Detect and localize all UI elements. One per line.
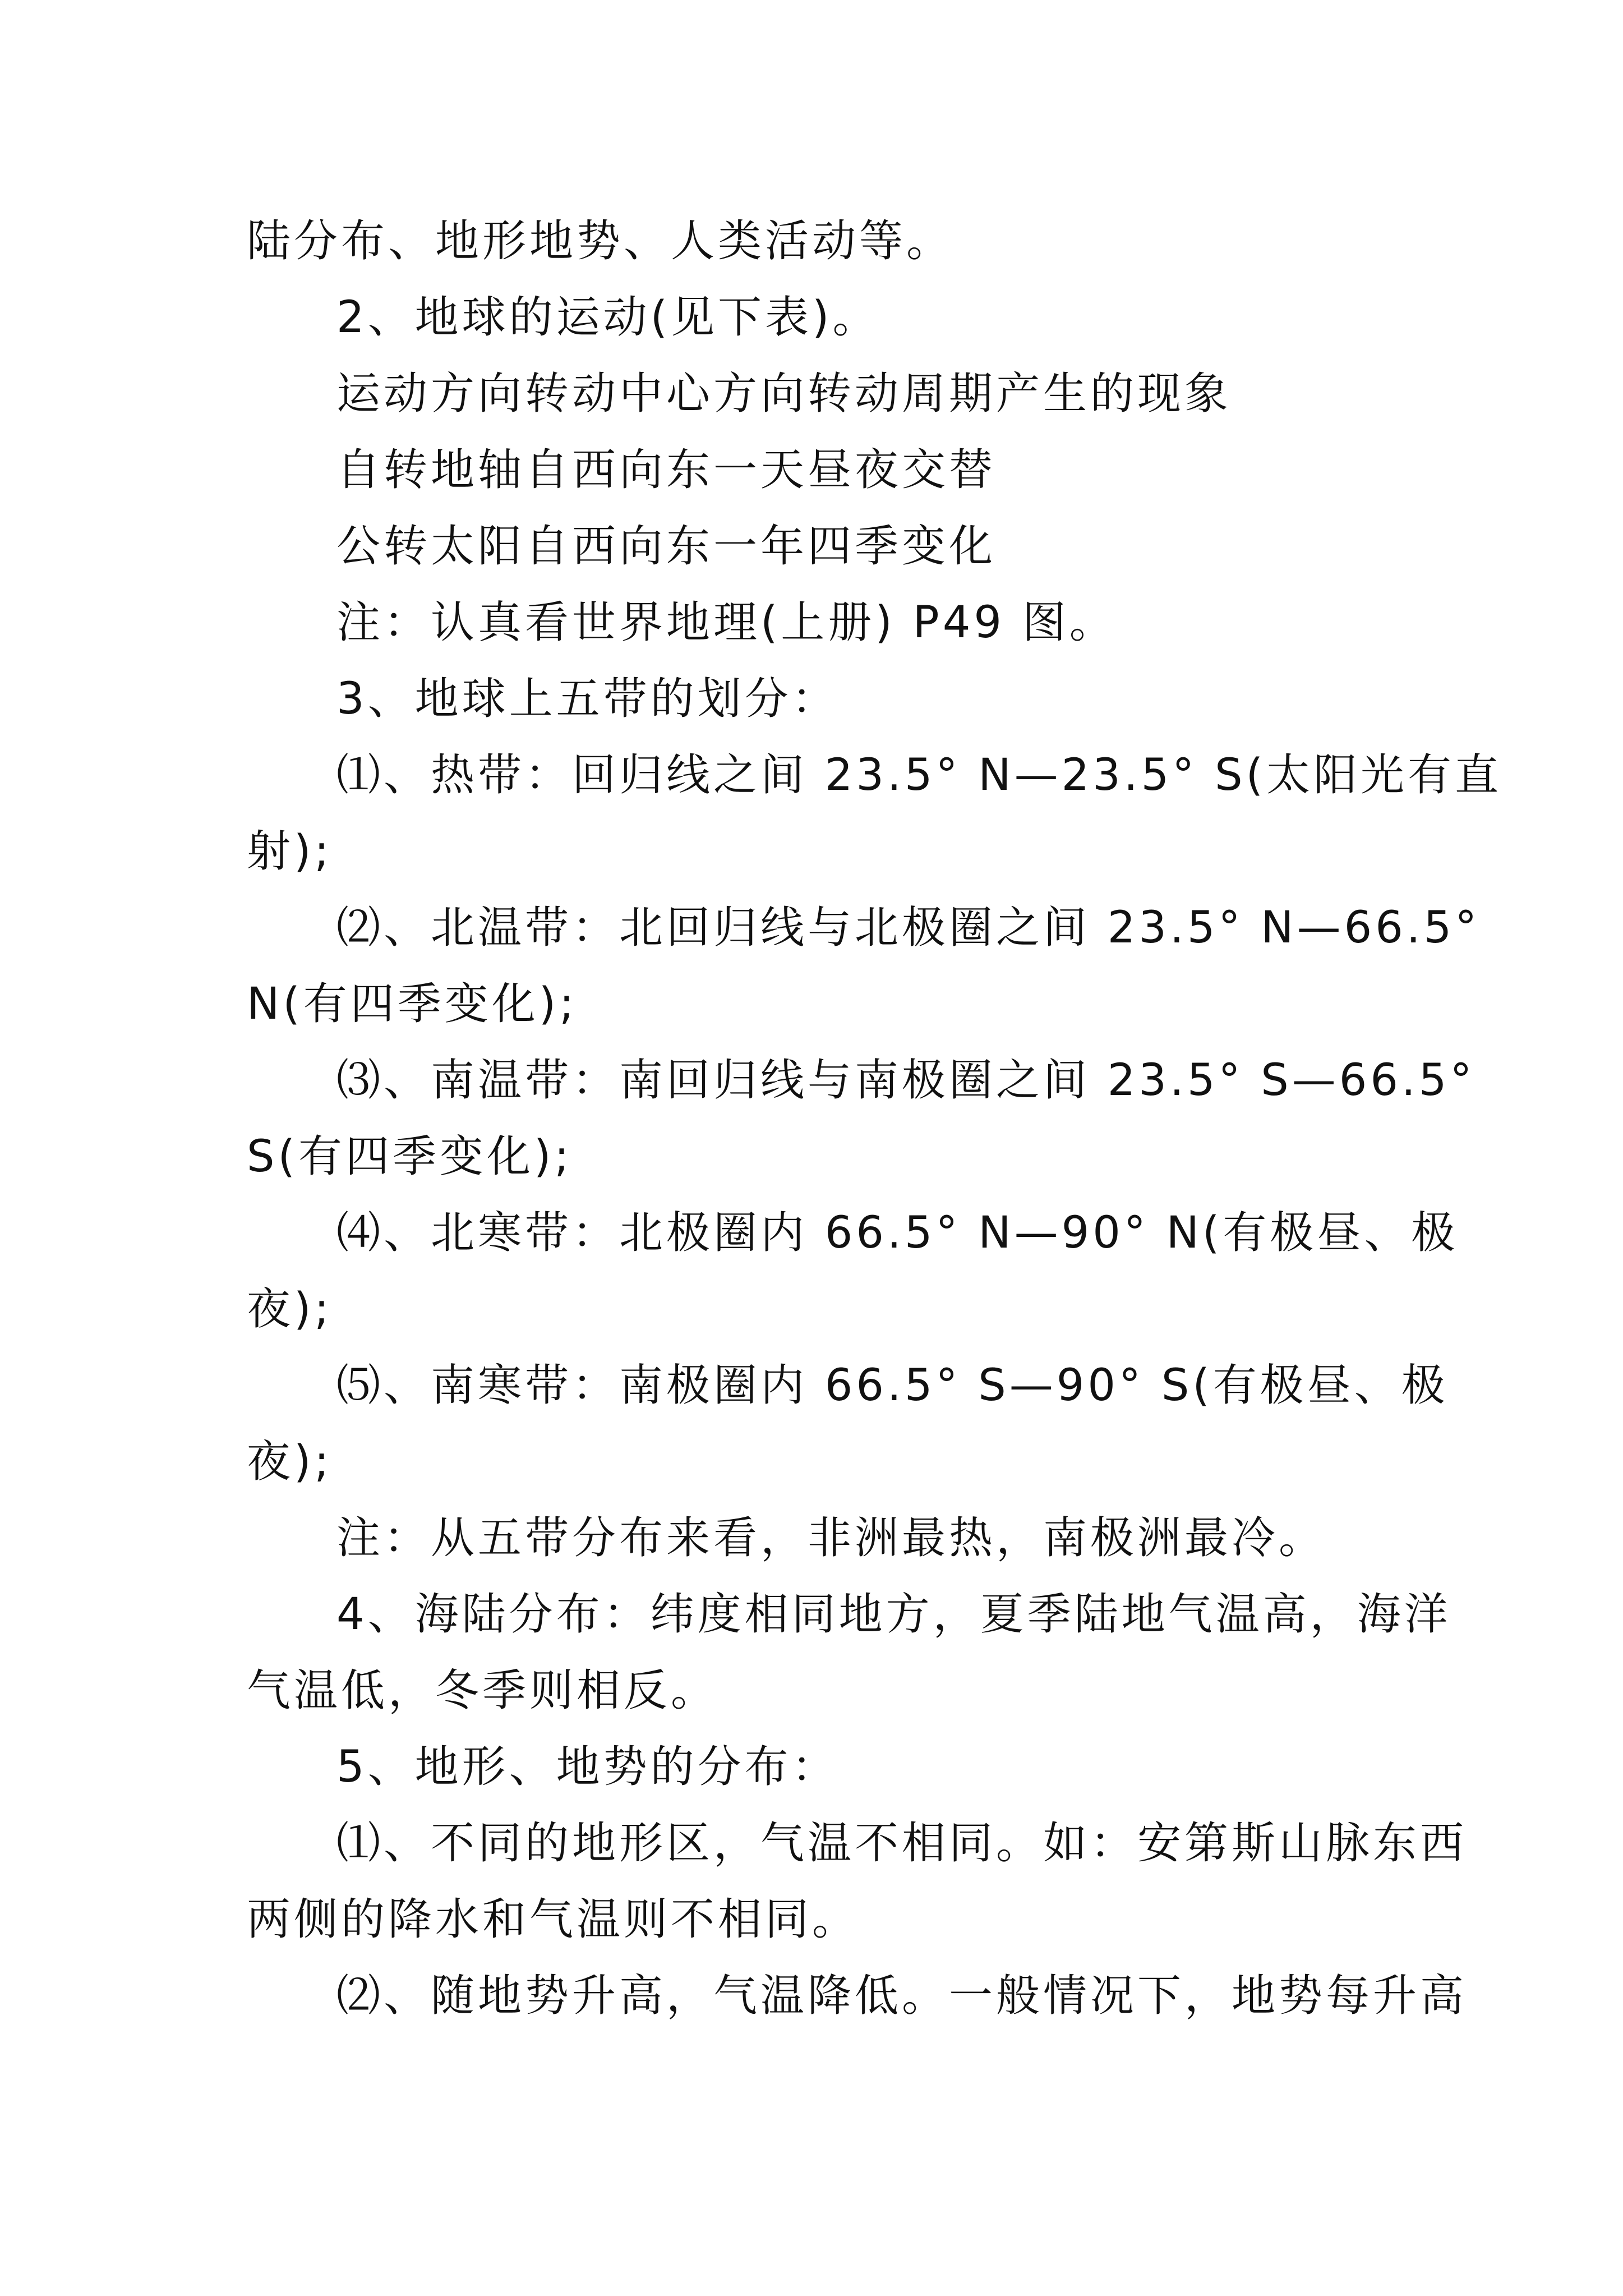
section-heading: 4、海陆分布：纬度相同地方，夏季陆地气温高，海洋 xyxy=(336,1589,1451,1640)
text-line: 夜); xyxy=(247,1437,333,1487)
list-item: ⑶、南温带：南回归线与南极圈之间 23.5° S—66.5° xyxy=(336,1055,1476,1106)
note-line: 注：从五带分布来看，非洲最热，南极洲最冷。 xyxy=(336,1513,1326,1563)
list-item: ⑴、热带：回归线之间 23.5° N—23.5° S(太阳光有直 xyxy=(336,750,1502,800)
note-line: 注：认真看世界地理(上册) P49 图。 xyxy=(336,597,1117,648)
table-row: 自转地轴自西向东一天昼夜交替 xyxy=(336,445,997,495)
text-line: 射); xyxy=(247,826,333,877)
text-line: N(有四季变化); xyxy=(247,979,578,1029)
text-line: 两侧的降水和气温则不相同。 xyxy=(247,1894,860,1945)
section-heading: 3、地球上五带的划分： xyxy=(336,674,839,724)
text-line: 气温低，冬季则相反。 xyxy=(247,1665,718,1716)
list-item: ⑴、不同的地形区，气温不相同。如：安第斯山脉东西 xyxy=(336,1818,1468,1869)
text-line: S(有四季变化); xyxy=(247,1131,573,1182)
text-line: 陆分布、地形地势、人类活动等。 xyxy=(247,216,954,266)
section-heading: 5、地形、地势的分布： xyxy=(336,1742,839,1792)
list-item: ⑵、北温带：北回归线与北极圈之间 23.5° N—66.5° xyxy=(336,903,1481,953)
list-item: ⑵、随地势升高，气温降低。一般情况下，地势每升高 xyxy=(336,1971,1468,2021)
table-row: 公转太阳自西向东一年四季变化 xyxy=(336,521,997,572)
section-heading: 2、地球的运动(见下表)。 xyxy=(336,292,880,343)
list-item: ⑸、南寒带：南极圈内 66.5° S—90° S(有极昼、极 xyxy=(336,1360,1449,1411)
table-header-row: 运动方向转动中心方向转动周期产生的现象 xyxy=(336,369,1232,419)
list-item: ⑷、北寒带：北极圈内 66.5° N—90° N(有极昼、极 xyxy=(336,1208,1459,1258)
text-line: 夜); xyxy=(247,1284,333,1335)
